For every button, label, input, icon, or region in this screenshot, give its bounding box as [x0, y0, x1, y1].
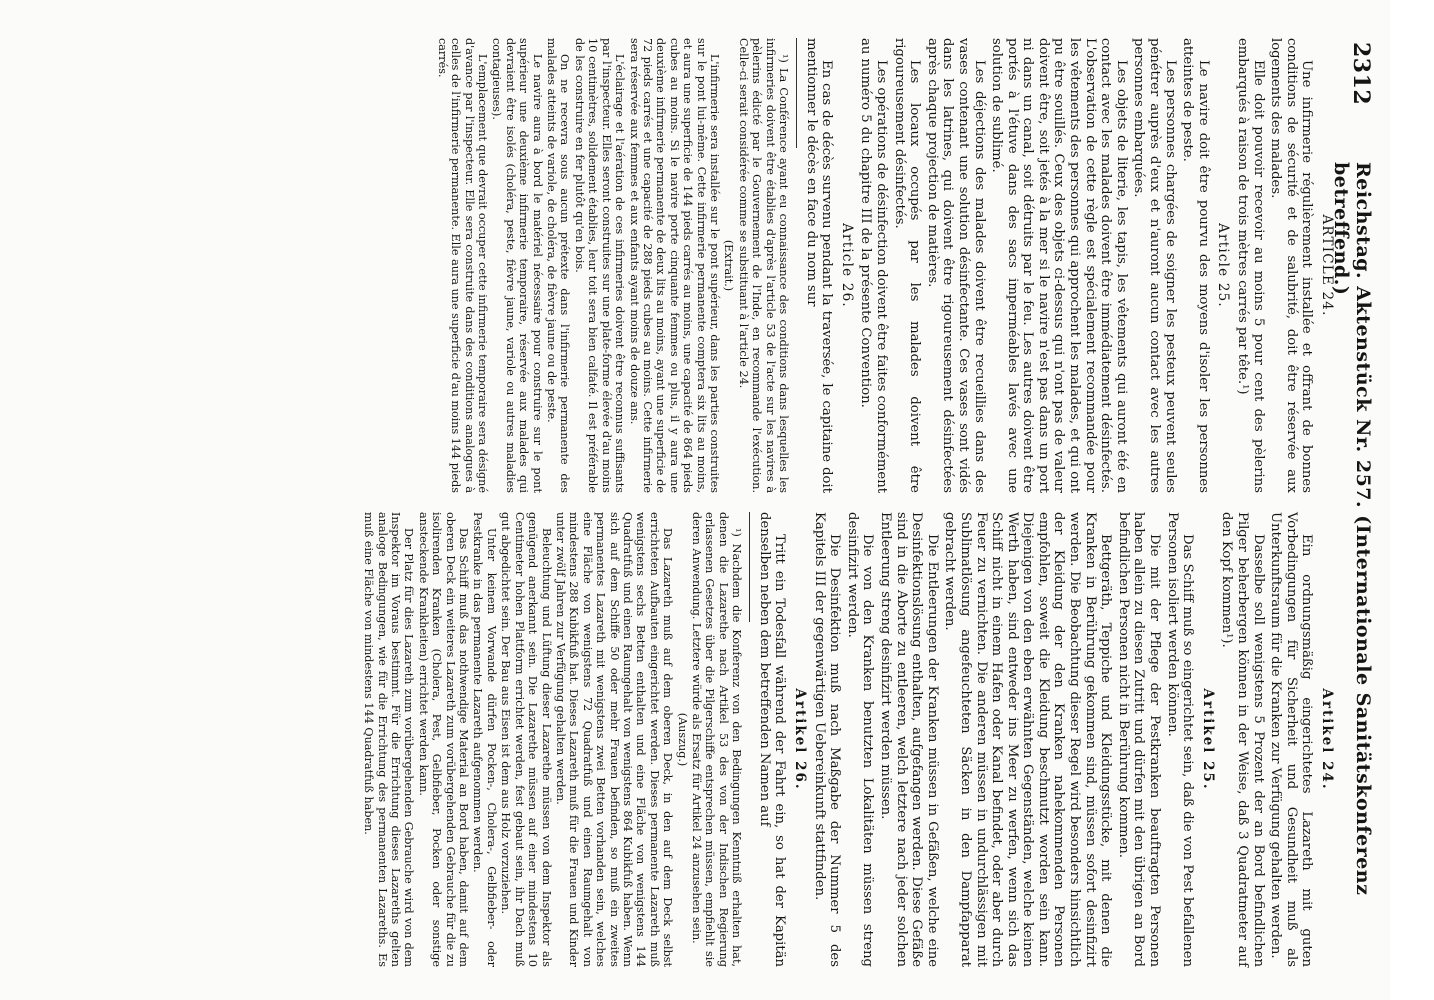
- fr-footnote-p1: ¹) La Conférence ayant eu connaissance des conditions dans lesquelles les infirmeries doivent être établies d'après l'article 53 de l'acte sur les navires à pèlerins édicté par le Gouvernement de l'Inde, en recommande l'exécution. Celle-ci serait considérée comme se substituant à l'article 24.: [736, 38, 790, 493]
- fr-art24-p2: Elle doit pouvoir recevoir au moins 5 pour cent des pèlerins embarqués à raison de trois mètres carrés par tête.¹): [1235, 38, 1266, 493]
- article-24-heading-fr: ARTICLE 24.: [1319, 214, 1335, 317]
- de-art25-p6: Die Desinfektion muß nach Maßgabe der Nummer 5 des Kapitels III der gegenwärtigen Uebereinkunft stattfinden.: [811, 512, 843, 967]
- fr-footnote-p4: On ne recevra sous aucun prétexte dans l'infirmerie permanente des malades atteints de variole, de choléra, de fièvre jaune ou de peste.: [545, 38, 572, 493]
- article-26-heading-fr: Article 26.: [838, 223, 855, 308]
- fr-footnote-p3: L'éclairage et l'aération de ces infirmeries doivent être reconnus suffisants par l'inspecteur. Elles seront construites sur une plate-forme élevée d'au moins 10 centimètres, solidement établies, leur toit sera bien calfaté. Il est préférable de les construire en fer plutôt qu'en bois.: [572, 38, 627, 493]
- article-25-heading-fr: Article 25.: [1215, 223, 1232, 308]
- footnote-divider-fr: [796, 38, 797, 148]
- fr-footnote-p5: Le navire aura à bord le matériel nécessaire pour construire sur le pont supérieur une deuxième infirmerie temporaire, réservée aux malades qui devraient être isolés (choléra, peste, fièvre jaune, variole ou autres maladies contagieuses).: [490, 38, 544, 493]
- fr-art26-p1: En cas de décès survenu pendant la traversée, le capitaine doit mentionner le décès en face du nom sur: [803, 38, 835, 493]
- footnote-divider-de: [749, 512, 750, 622]
- footnote-de: [362, 512, 743, 967]
- page-number: 2312: [1348, 42, 1374, 106]
- fr-art25-p3: Les objets de literie, les tapis, les vêtements qui auront été en contact avec les malades doivent être immédiatement désinfectés. L'observation de cette règle est spécialement recommandée pour les vêtements des personnes qui approchent les malades, et qui ont pu être souillés. Ceux des objets ci-dessus qui n'ont pas de valeur doivent être, soit jetés à la mer si le navire n'est pas dans un port ni dans un canal, soit détruits par le feu. Les autres doivent être portés à l'étuve dans des sacs imperméables lavés avec une solution de sublimé.: [989, 38, 1129, 493]
- fr-art25-p5: Les locaux occupés par les malades doivent être rigoureusement désinfectés.: [891, 38, 923, 493]
- de-footnote-p6: Der Platz für dies Lazareth zum vorübergehenden Gebrauche wird von dem Inspektor im Voraus bestimmt. Für die Errichtung dieses Lazareths gelten analoge Bedingungen, wie für die Errichtung des permanenten Lazareths. Es muß eine Fläche von mindestens 144 Quadratfuß haben.: [362, 512, 416, 967]
- french-column: [434, 38, 1338, 493]
- de-footnote-p1: ¹) Nachdem die Konferenz von den Bedingungen Kenntniß erhalten hat, denen die Lazarethe nach Artikel 53 des von der Indischen Regierung erlassenen Gesetzes über die Pilgerschiffe entsprechen müssen, empfiehlt sie deren Anwendung. Letztere würde als Ersatz für Artikel 24 anzusehen sein.: [690, 512, 744, 967]
- de-footnote-p2: Das Lazareth muß auf dem oberen Deck, in den auf dem Deck selbst errichteten Aufbauten eingerichtet werden. Dieses permanente Lazareth muß wenigstens sechs Betten enthalten und eine Fläche von wenigstens 144 Quadratfuß und einen Raumgehalt von wenigstens 864 Kubikfuß haben. Wenn sich auf dem Schiffe 50 oder mehr Frauen befinden, so muß ein zweites permanentes Lazareth mit wenigstens zwei Betten vorhanden sein, welches eine Fläche von wenigstens 72 Quadratfuß und einen Raumgehalt von mindestens 288 Kubikfuß hat. Dieses Lazareth muß für die Frauen und Kinder unter zwölf Jahren zur Verfügung gehalten werden.: [553, 512, 675, 967]
- fr-footnote-p2: L'infirmerie sera installée sur le pont supérieur, dans les parties construites sur le pont lui-même. Cette infirmerie permanente comptera six lits au moins, et aura une superficie de 144 pieds carrés au moins, une capacité de 864 pieds cubes au moins. Si le navire porte cinquante femmes ou plus, il y aura une deuxième infirmerie permanente de deux lits au moins, ayant une superficie de 72 pieds carrés et une capacité de 288 pieds cubes au moins. Cette infirmerie sera réservée aux femmes et aux enfants ayant moins de douze ans.: [627, 38, 721, 493]
- de-art25-p1: Das Schiff muß so eingerichtet sein, daß die von Pest befallenen Personen isoliert werden können.: [1164, 512, 1196, 967]
- fr-art25-p2: Les personnes chargées de soigner les pesteux peuvent seules pénétrer auprès d'eux et n'auront aucun contact avec les autres personnes embarquées.: [1131, 38, 1178, 493]
- de-art25-p5: Die von den Kranken benutzten Lokalitäten müssen streng desinfizirt werden.: [844, 512, 876, 967]
- running-title: Reichstag. Aktenstück Nr. 257. (Internationale Sanitätskonferenz betreffend.): [1330, 162, 1374, 896]
- digitization-credit: [1404, 0, 1434, 1000]
- fr-footnote-extract-label: (Extrait.): [722, 239, 736, 292]
- fr-footnote-p6: L'emplacement que devrait occuper cette infirmerie temporaire sera désigné d'avance par l'inspecteur. Elle sera construite dans des conditions analogues à celles de l'infirmerie permanente. Elle aura une superficie d'au moins 144 pieds carrés.: [435, 38, 490, 493]
- de-art26-p1: Tritt ein Todesfall während der Fahrt ein, so hat der Kapitän denselben neben dem betreffenden Namen auf: [756, 512, 788, 967]
- artikel-25-heading-de: Artikel 25.: [1199, 688, 1216, 791]
- footnote-fr: [435, 38, 790, 493]
- de-art25-p4: Die Entleerungen der Kranken müssen in Gefäßen, welche eine Desinfektionslösung enthalten, aufgefangen werden. Diese Gefäße sind in die Aborte zu entleeren, welch letztere nach jeder solchen Entleerung streng desinfizirt werden müssen.: [877, 512, 940, 967]
- de-footnote-extract-label: (Auszug.): [675, 712, 689, 767]
- fr-art25-p1: Le navire doit être pourvu des moyens d'isoler les personnes atteintes de peste.: [1180, 38, 1211, 493]
- de-art24-p2: Dasselbe soll wenigstens 5 Prozent der an Bord befindlichen Pilger beherbergen können in der Weise, daß 3 Quadratmeter auf den Kopf kommen¹).: [1219, 512, 1266, 967]
- fr-art25-p6: Les opérations de désinfection doivent être faites conformément au numéro 5 du chapitre III de la présente Convention.: [858, 38, 889, 493]
- fr-art25-p4: Les déjections des malades doivent être recueillies dans des vases contenant une solution désinfectante. Ces vases sont vidés dans les latrines, qui doivent être rigoureusement désinfectées après chaque projection de matières.: [924, 38, 987, 493]
- artikel-24-heading-de: Artikel 24.: [1319, 688, 1335, 791]
- fr-art24-p1: Une infirmerie régulièrement installée et offrant de bonnes conditions de sécurité et de salubrité, doit être réservée aux logements des malades.: [1268, 38, 1315, 493]
- de-footnote-p5: Das Schiff muß das nothwendige Material an Bord haben, damit auf dem oberen Deck ein weiteres Lazareth zum vorübergehenden Gebrauche für die zu isolirenden Kranken (Cholera, Pest, Gelbfieber, Pocken oder sonstige ansteckende Krankheiten) errichtet werden kann.: [416, 512, 471, 967]
- de-art24-p1: Ein ordnungsmäßig eingerichtetes Lazareth mit guten Vorbedingungen für Sicherheit und Gesundheit muß als Unterkunftsraum für die Kranken zur Verfügung gehalten werden.: [1268, 512, 1315, 967]
- de-art25-p3: Bettgeräth, Teppiche und Kleidungsstücke, mit denen die Kranken in Berührung gekommen sind, müssen sofort desinfizirt werden. Die Beobachtung dieser Regel wird besonders hinsichtlich der Kleidung der den Kranken nahekommenden Personen empfohlen, soweit die Kleidung beschmutzt worden sein kann. Diejenigen von den eben erwähnten Gegenständen, welche keinen Werth haben, sind entweder ins Meer zu werfen, wenn sich das Schiff nicht in einem Hafen oder Kanal befindet, oder aber durch Feuer zu vernichten. Die anderen müssen in undurchlässigen mit Sublimatlösung angefeuchteten Säcken in den Dampfapparat gebracht werden.: [942, 512, 1114, 967]
- page-header: [1330, 42, 1380, 962]
- de-footnote-p4: Unter keinem Vorwande dürfen Pocken-, Cholera-, Gelbfieber- oder Pestkranke in das permanente Lazareth aufgenommen werden.: [471, 512, 498, 967]
- de-footnote-p3: Beleuchtung und Lüftung dieser Lazarethe müssen von dem Inspektor als genügend anerkannt sein. Die Lazarethe müssen auf einer mindestens 10 Centimeter hohen Plattform errichtet werden, fest gebaut sein, ihr Dach muß gut abgedichtet sein. Der Bau aus Eisen ist dem aus Holz vorzuziehen.: [499, 512, 553, 967]
- artikel-26-heading-de: Artikel 26.: [792, 688, 808, 791]
- de-art25-p2: Die mit der Pflege der Pestkranken beauftragten Personen haben allein zu diesen Zutritt und dürfen mit den übrigen an Bord befindlichen Personen nicht in Berührung kommen.: [1115, 512, 1163, 967]
- german-column: [361, 512, 1338, 967]
